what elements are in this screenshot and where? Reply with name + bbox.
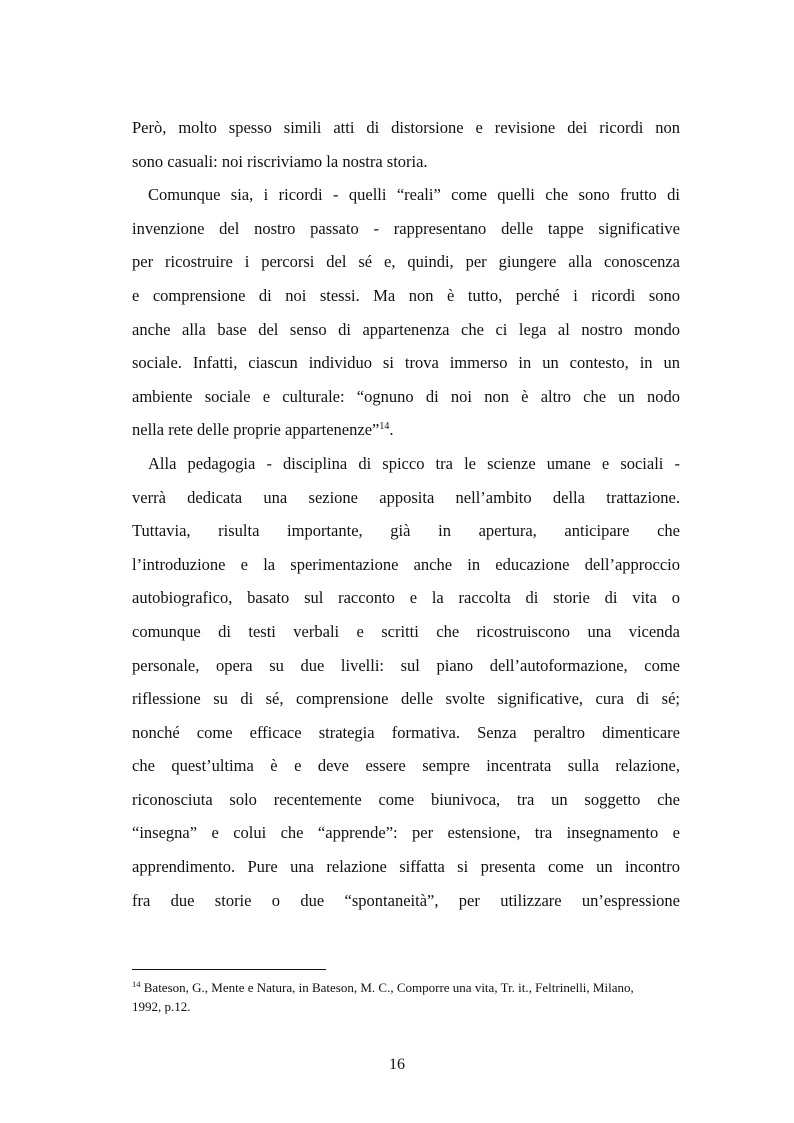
text-line: riconosciuta solo recentemente come biunivoca, tra un soggetto che xyxy=(132,789,680,809)
text-line: riflessione su di sé, comprensione delle svolte significative, cura di sé; xyxy=(132,689,680,709)
footnote-line xyxy=(132,978,680,997)
text-line: Comunque sia, i ricordi - quelli “reali” come quelli che sono frutto di xyxy=(148,185,680,205)
text-line: e comprensione di noi stessi. Ma non è tutto, perché i ricordi sono xyxy=(132,285,680,305)
text-line: anche alla base del senso di appartenenza che ci lega al nostro mondo xyxy=(132,319,680,339)
page-number: 16 xyxy=(389,1056,405,1073)
text-line: che quest’ultima è e deve essere sempre incentrata sulla relazione, xyxy=(132,756,680,776)
footnote-divider xyxy=(132,969,326,970)
text-line: per ricostruire i percorsi del sé e, quindi, per giungere alla conoscenza xyxy=(132,252,680,272)
text-line: autobiografico, basato sul racconto e la raccolta di storie di vita o xyxy=(132,588,680,608)
footnote-text: Bateson, G., Mente e Natura, in Bateson, M. C., Comporre una vita, Tr. it., Feltrinelli, Milano, xyxy=(143,980,634,995)
text-line: personale, opera su due livelli: sul piano dell’autoformazione, come xyxy=(132,655,680,675)
text-line: l’introduzione e la sperimentazione anche in educazione dell’approccio xyxy=(132,554,680,574)
text-line-with-footnote xyxy=(132,413,680,447)
text-line: invenzione del nostro passato - rappresentano delle tappe significative xyxy=(132,218,680,238)
body-text xyxy=(132,111,680,917)
footnote xyxy=(132,978,680,1016)
sentence-period: . xyxy=(389,420,394,440)
footnote-number: 14 xyxy=(132,979,141,989)
text-line: Però, molto spesso simili atti di distorsione e revisione dei ricordi non xyxy=(132,118,680,137)
text-line: Alla pedagogia - disciplina di spicco tra le scienze umane e sociali - xyxy=(148,453,680,473)
text-line: apprendimento. Pure una relazione siffatta si presenta come un incontro xyxy=(132,857,680,877)
footnote-reference[interactable]: 14 xyxy=(379,421,390,433)
text-line-content: nella rete delle proprie appartenenze” xyxy=(132,420,380,440)
text-line: “insegna” e colui che “apprende”: per estensione, tra insegnamento e xyxy=(132,823,680,843)
text-line: Tuttavia, risulta importante, già in apertura, anticipare che xyxy=(132,521,680,541)
text-line: sociale. Infatti, ciascun individuo si trova immerso in un contesto, in un xyxy=(132,353,680,373)
text-line: ambiente sociale e culturale: “ognuno di noi non è altro che un nodo xyxy=(132,386,680,406)
text-line: nonché come efficace strategia formativa. Senza peraltro dimenticare xyxy=(132,722,680,742)
text-line: sono casuali: noi riscriviamo la nostra storia. xyxy=(132,151,428,171)
text-line: comunque di testi verbali e scritti che ricostruiscono una vicenda xyxy=(132,621,680,641)
text-line: verrà dedicata una sezione apposita nell’ambito della trattazione. xyxy=(132,487,680,507)
footnote-line: 1992, p.12. xyxy=(132,999,191,1014)
text-line: fra due storie o due “spontaneità”, per utilizzare un’espressione xyxy=(132,890,680,910)
